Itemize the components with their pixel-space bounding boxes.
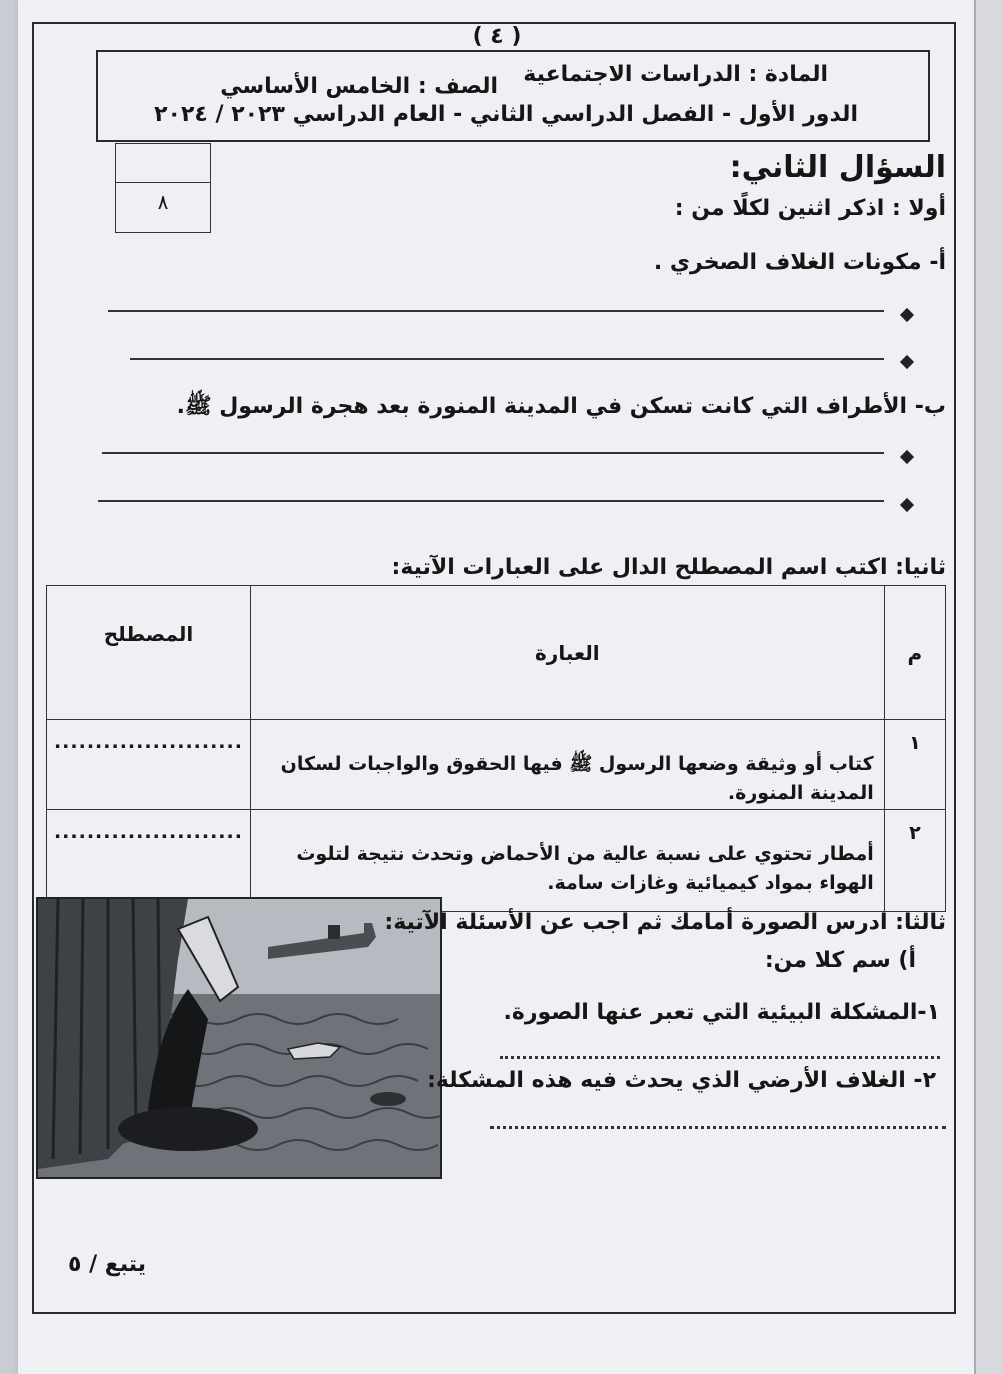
score-box — [115, 143, 211, 233]
exam-sheet — [18, 0, 976, 1374]
table-row — [47, 720, 946, 810]
term-answer-field[interactable] — [47, 720, 251, 810]
part3-q1: ١-المشكلة البيئية التي تعبر عنها الصورة. — [503, 1000, 940, 1025]
ocean-pollution-icon — [38, 899, 440, 1177]
subject-label: المادة : الدراسات الاجتماعية — [523, 62, 828, 87]
grade-label: الصف : الخامس الأساسي — [220, 74, 498, 99]
page-number: ( ٤ ) — [472, 24, 522, 49]
term-dots: ....................... — [53, 820, 243, 843]
ocean-pollution-illustration — [36, 897, 442, 1179]
table-header-row — [47, 586, 946, 720]
question-title: السؤال الثاني: — [729, 150, 946, 185]
part1-heading: أولا : اذكر اثنين لكلًا من : — [674, 196, 946, 221]
answer-dotted-line[interactable] — [490, 1126, 946, 1129]
answer-line[interactable] — [98, 500, 884, 502]
adjacent-page-edge — [974, 0, 1003, 1374]
answer-line[interactable] — [108, 310, 884, 312]
row-statement: كتاب أو وثيقة وضعها الرسول ﷺ فيها الحقوق والواجبات لسكان المدينة المنورة. — [250, 720, 884, 810]
row-num: ١ — [884, 720, 945, 810]
session-label: الدور الأول - الفصل الدراسي الثاني - العام الدراسي ٢٠٢٣ / ٢٠٢٤ — [154, 102, 858, 127]
part2-heading: ثانيا: اكتب اسم المصطلح الدال على العبارات الآتية: — [391, 555, 946, 580]
continue-label: يتبع / ٥ — [68, 1252, 147, 1277]
part3-sub: أ) سم كلا من: — [764, 948, 916, 973]
part1-a-label: أ- مكونات الغلاف الصخري . — [653, 250, 946, 275]
answer-line[interactable] — [130, 358, 884, 360]
part3-q2: ٢- الغلاف الأرضي الذي يحدث فيه هذه المشكلة: — [427, 1068, 936, 1093]
part3-heading: ثالثا: ادرس الصورة أمامك ثم اجب عن الأسئلة الآتية: — [384, 910, 946, 935]
col-term-header: المصطلح — [47, 586, 251, 720]
row-statement: أمطار تحتوي على نسبة عالية من الأحماض وتحدث نتيجة لتلوث الهواء بمواد كيميائية وغازات سامة. — [250, 809, 884, 911]
terms-table — [46, 585, 946, 912]
exam-header — [96, 50, 930, 142]
part1-b-label: ب- الأطراف التي كانت تسكن في المدينة المنورة بعد هجرة الرسول ﷺ. — [176, 394, 946, 419]
row-num: ٢ — [884, 809, 945, 911]
col-statement-header: العبارة — [250, 586, 884, 720]
answer-dotted-line[interactable] — [500, 1056, 940, 1059]
term-dots: ....................... — [53, 731, 243, 753]
answer-line[interactable] — [102, 452, 884, 454]
score-value: ٨ — [157, 190, 169, 214]
col-num-header: م — [884, 586, 945, 720]
